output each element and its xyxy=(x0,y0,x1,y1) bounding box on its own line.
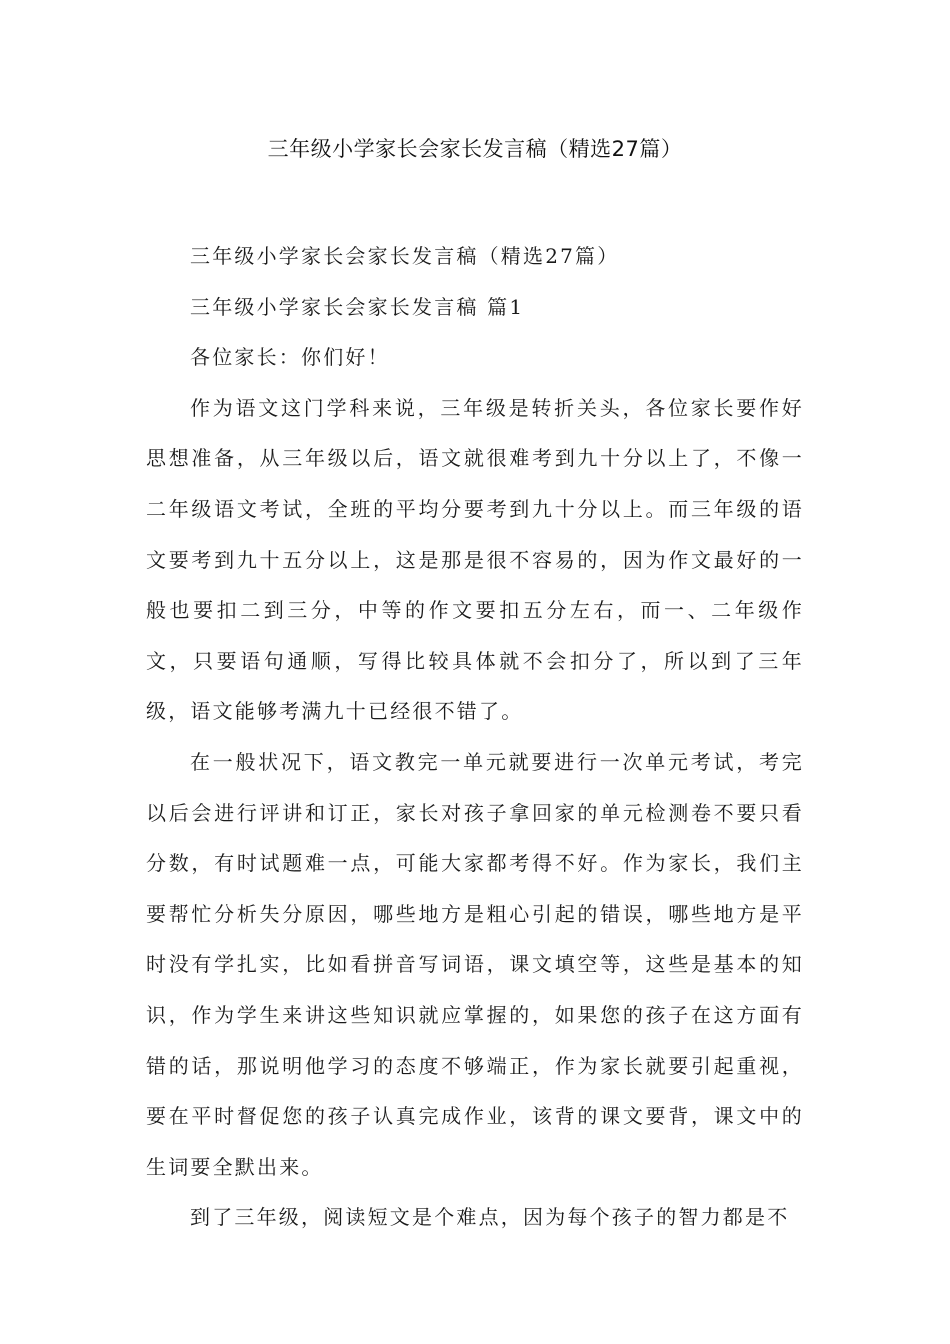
section-heading: 三年级小学家长会家长发言稿 篇1 xyxy=(190,294,525,319)
document-subtitle: 三年级小学家长会家长发言稿（精选27篇） xyxy=(190,244,620,268)
paragraph: 作为语文这门学科来说，三年级是转折关头，各位家长要作好思想准备，从三年级以后，语文就很难考到九十分以上了，不像一二年级语文考试，全班的平均分要考到九十分以上。而三年级的语文要考到九十五分以上，这是那是很不容易的，因为作文最好的一般也要扣二到三分，中等的作文要扣五分左右，而一、二年级作文，只要语句通顺，写得比较具体就不会扣分了，所以到了三年级，语文能够考满九十已经很不错了。 xyxy=(146,395,804,724)
document-body xyxy=(146,231,804,1243)
greeting: 各位家长：你们好！ xyxy=(190,345,390,370)
paragraph: 到了三年级，阅读短文是个难点，因为每个孩子的智力都是不 xyxy=(190,1205,790,1230)
paragraph: 在一般状况下，语文教完一单元就要进行一次单元考试，考完以后会进行评讲和订正，家长对孩子拿回家的单元检测卷不要只看分数，有时试题难一点，可能大家都考得不好。作为家长，我们主要帮忙分析失分原因，哪些地方是粗心引起的错误，哪些地方是平时没有学扎实，比如看拼音写词语，课文填空等，这些是基本的知识，作为学生来讲这些知识就应掌握的，如果您的孩子在这方面有错的话，那说明他学习的态度不够端正，作为家长就要引起重视，要在平时督促您的孩子认真完成作业，该背的课文要背，课文中的生词要全默出来。 xyxy=(146,749,804,1179)
document-title: 三年级小学家长会家长发言稿（精选27篇） xyxy=(267,137,683,161)
